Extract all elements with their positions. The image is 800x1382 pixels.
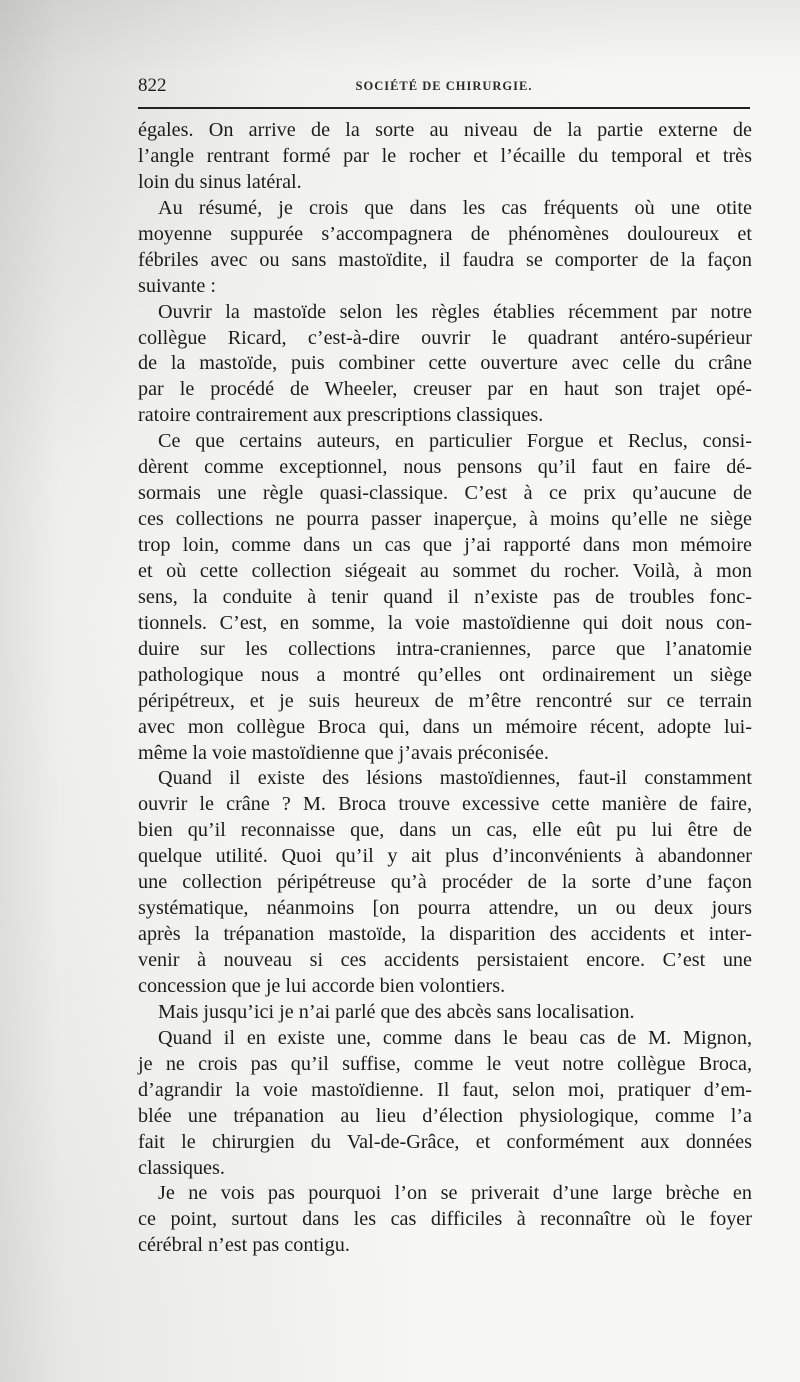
text-line: moyenne suppurée s’accompagnera de phénomènes douloureux et: [138, 222, 752, 245]
text-line: classiques.: [138, 1156, 225, 1179]
text-line: Quand il existe des lésions mastoïdiennes, faut-il constamment: [158, 767, 752, 790]
text-line: fébriles avec ou sans mastoïdite, il faudra se comporter de la façon: [138, 248, 752, 271]
page-number: 822: [138, 75, 167, 96]
text-line: ce point, surtout dans les cas difficiles à reconnaître où le foyer: [138, 1208, 752, 1231]
text-line: ratoire contrairement aux prescriptions classiques.: [138, 404, 544, 427]
text-line: égales. On arrive de la sorte au niveau de la partie externe de: [138, 119, 752, 141]
paragraph: [138, 196, 752, 300]
paragraph: [138, 1000, 752, 1026]
text-line: concession que je lui accorde bien volontiers.: [138, 974, 506, 997]
text-line: collègue Ricard, c’est-à-dire ouvrir le quadrant antéro-supérieur: [138, 326, 752, 349]
text-line: suivante :: [138, 274, 216, 297]
paragraph: [138, 766, 752, 999]
text-line: bien qu’il reconnaisse que, dans un cas, elle eût pu lui être de: [138, 819, 752, 842]
text-line: Ouvrir la mastoïde selon les règles établies récemment par notre: [158, 300, 752, 323]
text-line: venir à nouveau si ces accidents persistaient encore. C’est une: [138, 949, 752, 971]
text-line: fait le chirurgien du Val-de-Grâce, et conformément aux données: [138, 1130, 752, 1153]
text-line: sormais une règle quasi-classique. C’est à ce prix qu’aucune de: [138, 482, 752, 505]
text-line: Quand il en existe une, comme dans le beau cas de M. Mignon,: [158, 1026, 752, 1049]
text-line: péripétreux, et je suis heureux de m’être rencontré sur ce terrain: [138, 689, 752, 712]
text-line: cérébral n’est pas contigu.: [138, 1234, 350, 1257]
text-line: avec mon collègue Broca qui, dans un mémoire récent, adopte lui-: [138, 715, 752, 738]
text-line: loin du sinus latéral.: [138, 170, 302, 193]
text-line: une collection péripétreuse qu’à procéder de la sorte d’une façon: [138, 871, 752, 894]
journal-title: SOCIÉTÉ DE CHIRURGIE.: [355, 79, 533, 93]
body-text: [138, 118, 752, 1259]
text-line: Mais jusqu’ici je n’ai parlé que des abcès sans localisation.: [158, 1000, 635, 1023]
text-line: de la mastoïde, puis combiner cette ouverture avec celle du crâne: [138, 352, 752, 375]
text-line: ouvrir le crâne ? M. Broca trouve excessive cette manière de faire,: [138, 793, 752, 816]
text-line: par le procédé de Wheeler, creuser par en haut son trajet opé-: [138, 378, 752, 401]
paragraph: [138, 1181, 752, 1259]
text-line: même la voie mastoïdienne que j’avais préconisée.: [138, 741, 549, 764]
text-line: d’agrandir la voie mastoïdienne. Il faut, selon moi, pratiquer d’em-: [138, 1078, 752, 1101]
text-line: ces collections ne pourra passer inaperçue, à moins qu’elle ne siège: [138, 508, 752, 531]
text-line: Ce que certains auteurs, en particulier Forgue et Reclus, consi-: [158, 430, 752, 453]
paragraph: [138, 300, 752, 430]
text-line: après la trépanation mastoïde, la disparition des accidents et inter-: [138, 923, 752, 946]
text-line: quelque utilité. Quoi qu’il y ait plus d’inconvénients à abandonner: [138, 845, 752, 868]
paragraph: [138, 429, 752, 766]
header-rule: [138, 107, 750, 109]
text-line: sens, la conduite à tenir quand il n’existe pas de troubles fonc-: [138, 585, 752, 608]
text-line: trop loin, comme dans un cas que j’ai rapporté dans mon mémoire: [138, 534, 752, 556]
text-line: blée une trépanation au lieu d’élection physiologique, comme l’a: [138, 1104, 752, 1127]
text-line: l’angle rentrant formé par le rocher et l’écaille du temporal et très: [138, 144, 752, 167]
paragraph: [138, 118, 752, 196]
text-line: dèrent comme exceptionnel, nous pensons qu’il faut en faire dé-: [138, 456, 752, 479]
text-line: Au résumé, je crois que dans les cas fréquents où une otite: [158, 196, 752, 219]
text-line: tionnels. C’est, en somme, la voie mastoïdienne qui doit nous con-: [138, 611, 752, 634]
text-line: systématique, néanmoins [on pourra attendre, un ou deux jours: [138, 897, 752, 920]
text-line: pathologique nous a montré qu’elles ont ordinairement un siège: [138, 663, 752, 686]
running-head: [138, 75, 750, 99]
text-line: duire sur les collections intra-craniennes, parce que l’anatomie: [138, 637, 752, 660]
text-line: je ne crois pas qu’il suffise, comme le veut notre collègue Broca,: [138, 1052, 752, 1075]
text-line: Je ne vois pas pourquoi l’on se priverait d’une large brèche en: [158, 1182, 752, 1205]
text-line: et où cette collection siégeait au sommet du rocher. Voilà, à mon: [138, 559, 752, 582]
paragraph: [138, 1026, 752, 1182]
